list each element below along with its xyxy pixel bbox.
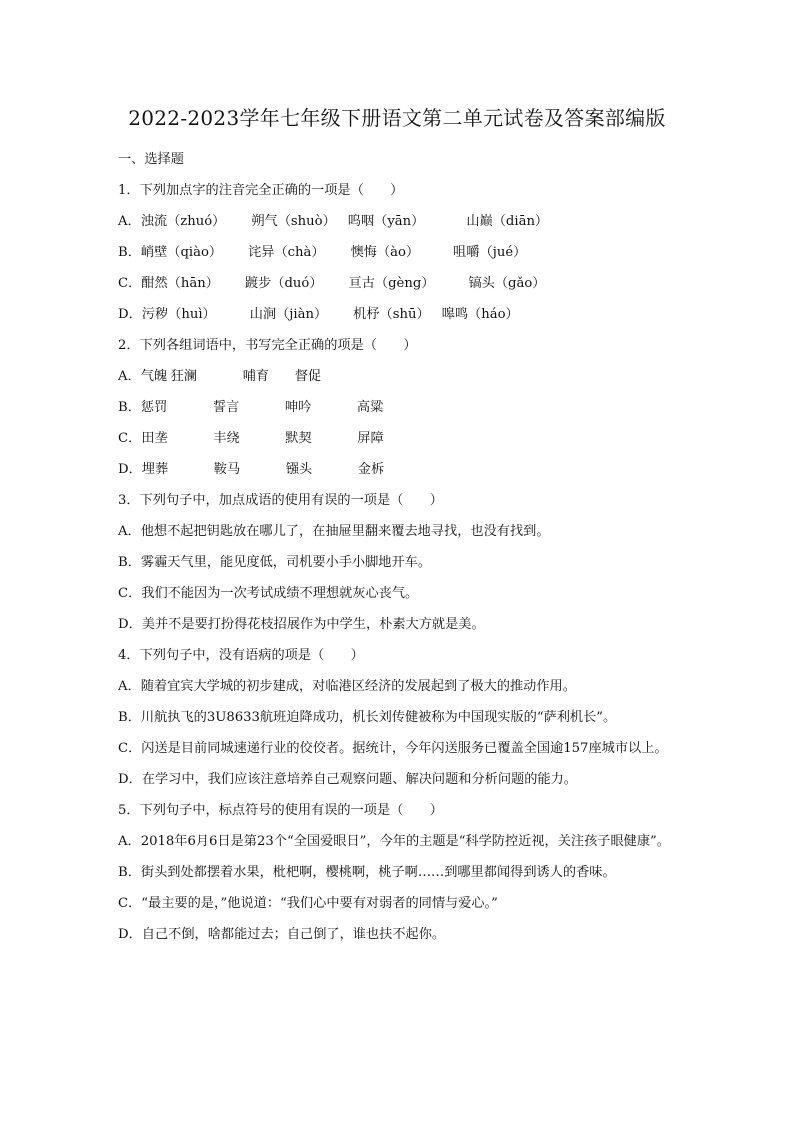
- question-5-option-c: C．“最主要的是，”他说道：“我们心中要有对弱者的同情与爱心。”: [118, 896, 498, 911]
- option-item: 气魄: [140, 369, 168, 384]
- option-item: 山巅（diān）: [466, 214, 549, 229]
- option-item: 山涧（jiàn）: [249, 307, 328, 322]
- option-item: 屏障: [357, 431, 384, 446]
- question-4-option-b: B．川航执飞的3U8633航班迫降成功，机长刘传健被称为中国现实版的“萨利机长”。: [118, 710, 617, 725]
- question-2-stem: 2．下列各组词语中，书写完全正确的项是（ ）: [118, 338, 417, 353]
- option-label: B．: [118, 400, 141, 415]
- question-1-option-c: [118, 268, 678, 299]
- option-item: 机杼（shū）: [353, 307, 430, 322]
- question-5-option-d: D．自己不倒，啥都能过去；自己倒了，谁也扶不起你。: [118, 927, 446, 942]
- question-5-stem: 5．下列句子中，标点符号的使用有误的一项是（ ）: [118, 803, 443, 818]
- option-item: 狂澜: [170, 369, 198, 384]
- option-item: 镐头（gǎo）: [468, 276, 546, 291]
- option-item: 峭壁（qiào）: [140, 245, 223, 260]
- option-item: 咀嚼（jué）: [453, 245, 527, 260]
- question-3-option-a: A．他想不起把钥匙放在哪儿了，在抽屉里翻来覆去地寻找，也没有找到。: [118, 524, 550, 539]
- question-2-option-b: [118, 392, 678, 423]
- section-heading: 一、选择题: [118, 152, 184, 167]
- option-label: A．: [118, 214, 141, 229]
- question-2-option-a: [118, 361, 678, 392]
- option-item: 朔气（shuò）: [251, 214, 336, 229]
- question-4-stem: 4．下列句子中，没有语病的项是（ ）: [118, 648, 364, 663]
- option-item: 浊流（zhuó）: [140, 214, 226, 229]
- option-item: 踱步（duó）: [244, 276, 323, 291]
- option-item: 默契: [285, 431, 312, 446]
- question-2-option-d: [118, 454, 678, 485]
- question-4-option-d: D．在学习中，我们应该注意培养自己观察问题、解决问题和分析问题的能力。: [118, 772, 577, 787]
- option-label: B．: [118, 245, 141, 260]
- question-3-option-c: C．我们不能因为一次考试成绩不理想就灰心丧气。: [118, 586, 419, 601]
- question-1-stem: 1．下列加点字的注音完全正确的一项是（ ）: [118, 183, 404, 198]
- option-item: 酣然（hān）: [141, 276, 219, 291]
- option-item: 高粱: [356, 400, 384, 415]
- option-item: 懊悔（ào）: [350, 245, 420, 260]
- page-title: 2022-2023学年七年级下册语文第二单元试卷及答案部编版: [128, 106, 666, 130]
- question-2-option-c: [118, 423, 678, 454]
- option-item: 呻吟: [284, 400, 312, 415]
- option-item: 嗥鸣（háo）: [441, 307, 519, 322]
- option-item: 督促: [294, 369, 322, 384]
- question-1-option-a: [118, 206, 678, 237]
- option-item: 田垄: [141, 431, 168, 446]
- option-label: D．: [118, 462, 142, 477]
- question-4-option-a: A．随着宜宾大学城的初步建成，对临港区经济的发展起到了极大的推动作用。: [118, 679, 576, 694]
- option-item: 镪头: [285, 462, 313, 477]
- option-item: 哺育: [242, 369, 270, 384]
- question-3-option-b: B．雾霾天气里，能见度低，司机要小手小脚地开车。: [118, 555, 432, 570]
- option-item: 污秽（huì）: [141, 307, 216, 322]
- question-5-option-a: A．2018年6月6日是第23个“全国爱眼日”，今年的主题是“科学防控近视，关注孩子眼健康”。: [118, 834, 670, 849]
- option-item: 埋葬: [141, 462, 169, 477]
- option-item: 丰绕: [213, 431, 240, 446]
- document-body: [118, 144, 678, 950]
- question-3-option-d: D．美并不是要打扮得花枝招展作为中学生，朴素大方就是美。: [118, 617, 485, 632]
- question-1-option-d: [118, 299, 678, 330]
- option-item: 金柝: [357, 462, 385, 477]
- question-4-option-c: C．闪送是目前同城速递行业的佼佼者。据统计，今年闪送服务已覆盖全国逾157座城市以上。: [118, 741, 668, 756]
- question-1-option-b: [118, 237, 678, 268]
- option-label: A．: [118, 369, 141, 384]
- option-item: 呜咽（yān）: [347, 214, 425, 229]
- option-item: 亘古（gèng）: [348, 276, 435, 291]
- option-label: D．: [118, 307, 142, 322]
- option-item: 惩罚: [140, 400, 168, 415]
- option-label: C．: [118, 276, 142, 291]
- option-item: 鞍马: [213, 462, 241, 477]
- option-item: 诧异（chà）: [248, 245, 325, 260]
- option-label: C．: [118, 431, 142, 446]
- question-5-option-b: B．街头到处都摆着水果，枇杷啊，樱桃啊，桃子啊……到哪里都闻得到诱人的香味。: [118, 865, 616, 880]
- question-3-stem: 3．下列句子中，加点成语的使用有误的一项是（ ）: [118, 493, 443, 508]
- option-item: 誓言: [212, 400, 240, 415]
